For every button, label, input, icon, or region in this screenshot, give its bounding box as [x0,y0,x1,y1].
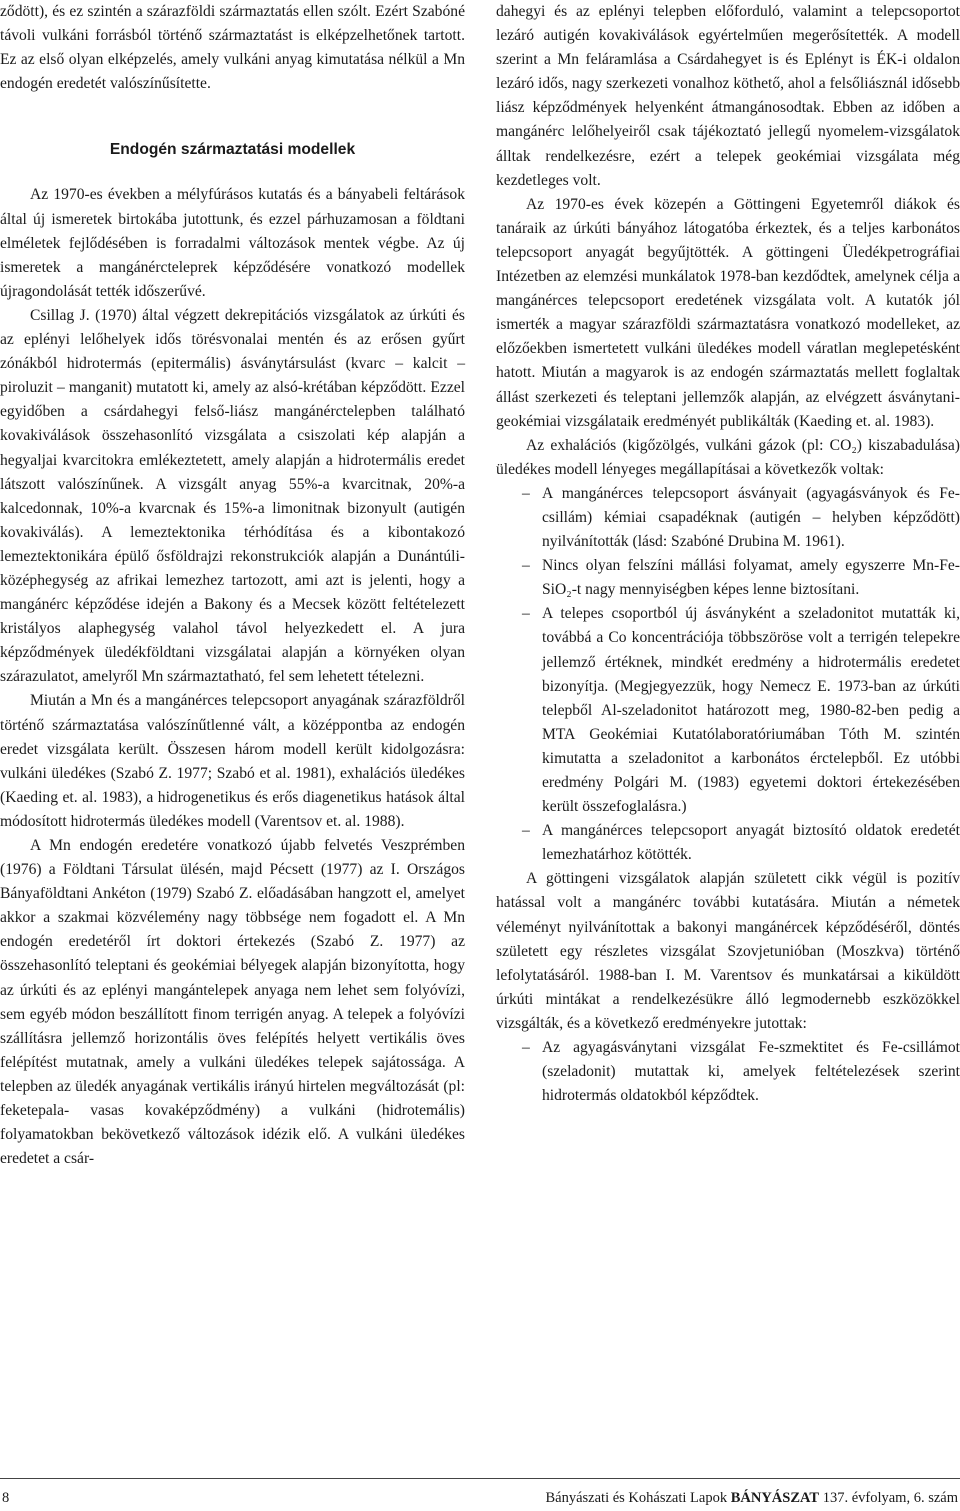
list-item-text: A telepes csoportból új ásványként a szeladonitot mutatták ki, továbbá a Co koncentrációja többszöröse volt a terrigén telepekre jellemző értéknek, mindkét eredmény a hidrotermális eredetet bizonyítja. (Megjegyezzük, hogy Nemecz E. 1973-ban az úrkúti telepből Al-szeladonitot határozott meg, 1980-82-ben pedig a MTA Geokémiai Kutatólaboratóriumában Tóth M. szintén kimutatta a szeladonitot a karbonátos érctelepből. Ez utóbbi eredmény Polgári M. (1983) egyetemi doktori értekezésében került összefoglalásra.) [542,605,960,816]
paragraph: A Mn endogén eredetére vonatkozó újabb felvetés Veszprémben (1976) a Földtani Társulat ülésén, majd Pécsett (1977) az I. Országos Bányaföldtani Ankéton (1979) Szabó Z. előadásában hangzott el, amelyet akkor a szakmai közvélemény nagy többsége nem fogadott el. A Mn endogén eredetéről írt doktori értekezés (Szabó Z. 1977) az összehasonlító teleptani és geokémiai bélyegek alapján bizonyította, hogy az úrkúti és az eplényi mangántelepek anyaga nem lehet sem folyóvízi, sem egyéb módon beszállított finom terrigén anyag. A telepek a folyóvízi szállításra jellemző horizontális öves felépítés helyett vertikális öves felépítést mutatnak, amely a vulkáni üledékes telepek sajátossága. A telepben az üledék anyagának vertikális irányú hirtelen megváltozását (pl: feketepala- vasas kovaképződmény) a vulkáni (hidrotemális) folyamatokban bekövetkező változások idézik elő. A vulkáni üledékes eredetet a csár- [0,837,465,1168]
journal-citation [545,1488,958,1508]
list-item [496,819,960,867]
list-item-text: Nincs olyan felszíni mállási folyamat, amely egyszerre Mn-Fe-SiO₂-t nagy mennyiségben képes lenne biztosítani. [542,557,960,599]
left-column [0,0,465,1171]
paragraph: Miután a Mn és a mangánérces telepcsoport anyagának szárazföldről történő származtatása valószínűtlenné vált, a középpontba az endogén eredet vizsgálata került. Összesen három modell került kidolgozásra: vulkáni üledékes (Szabó Z. 1977; Szabó et al. 1981), exhalációs üledékes (Kaeding et. al. 1983), a hidrogenetikus és erős diagenetikus hatások által módosított hidrotermás üledékes modell (Varentsov et. al. 1988). [0,692,465,830]
paragraph: Az 1970-es években a mélyfúrásos kutatás és a bányabeli feltárások által új ismeretek birtokába jutottunk, és ezzel párhuzamosan a földtani elméletek fejlődésében is forradalmi változások mentek végbe. Az új ismeretek a mangánércteleprek képződésére vonatkozó modellek újragondolását tették időszerűvé. [0,186,465,300]
dash-bullet: – [522,484,530,502]
list-item [496,554,960,602]
journal-name: Bányászati és Kohászati Lapok [545,1490,728,1506]
list-item-text: A mangánérces telepcsoport ásványait (agyagásványok és Fe-csillám) kémiai csapadéknak (autigén – helyben képződött) nyilvánították (lásd: Szabóné Drubina M. 1961). [542,484,960,551]
paragraph: ződött), és ez szintén a szárazföldi származtatás ellen szólt. Ezért Szabóné távoli vulkáni forrásból történő származtatást is elképzelhetőnek tartott. Ez az első olyan elképzelés, amely vulkáni anyag kimutatása nélkül a Mn endogén eredetét valószínűsítette. [0,3,465,93]
results-list [496,1036,960,1108]
paragraph: Az exhalációs (kigőzölgés, vulkáni gázok (pl: CO₂) kiszabadulása) üledékes modell lényeges megállapításai a következők voltak: [496,436,960,478]
list-item-text: A mangánérces telepcsoport anyagát biztosító oldatok eredetét lemezhatárhoz kötötték. [542,822,960,864]
findings-list [496,482,960,868]
journal-section: BÁNYÁSZAT [730,1490,820,1506]
paragraph: Csillag J. (1970) által végzett dekrepitációs vizsgálatok az úrkúti és az eplényi lelőhelyek idős törésvonalai mentén és az erősen gyűrt zónákból hidrotermás (epitermális) ásványtársulást (kvarc – kalcit – piroluzit – manganit) mutatott ki, amely az alsó-krétában képződött. Ezzel egyidőben a csárdahegyi felső-liász mangánérctelepben található kovakiválások összehasonlító vizsgálata a csiszolati kép alapján a hegyaljai kvarcitokra emlékeztetett, amely alapján a hidrotermális eredet látszott valószínűnek. A vizsgált anyag 55%-a kvarcitnak, 20%-a kalcedonnak, 10%-a kvarcnak és 15%-a limonitnak bizonyult (autigén kovakiválás). A lemeztektonika térhódítása és a kibontakozó lemeztektonikára épülő ősföldrajzi rekonstrukciók alapján a Dunántúli-középhegység az afrikai lemezhez tartozott, ami azt is jelenti, hogy a mangánérc képződése idején a Bakony és a Mecsek között feltételezett kristályos alaphegység valahol távol helyezkedett el. A jura képződmények üledékföldtani vizsgálatai alapján a környéken olyan szárazulatot, amelyről Mn származtatható, fel sem lehetett tételezni. [0,306,465,686]
paragraph: A göttingeni vizsgálatok alapján született cikk végül is pozitív hatással volt a mangánérc további kutatására. Miután a németek véleményt nyilvánítottak a bakonyi mangánércek képződéséről, döntés született egy részletes vizsgálat Szovjetunióban (Moszkva) történő lefolytatásáról. 1988-ban I. M. Varentsov és munkatársai a kiküldött úrkúti mintákat a rendelkezésükre álló legmodernebb eszközökkel vizsgálták, és a következő eredményekre jutottak: [496,870,960,1032]
page-footer [0,1488,960,1508]
right-column [496,0,960,1108]
list-item [496,1036,960,1108]
list-item-text: Az agyagásványtani vizsgálat Fe-szmektitet és Fe-csillámot (szeladonit) mutattak ki, amelyek feltételezések szerint hidrotermás oldatokból képződtek. [542,1039,960,1105]
journal-issue: 137. évfolyam, 6. szám [822,1490,958,1506]
page-number: 8 [2,1490,10,1506]
section-heading: Endogén származtatási modellek [109,141,356,159]
dash-bullet: – [522,822,530,840]
footer-divider [0,1478,960,1479]
list-item [496,602,960,819]
dash-bullet: – [522,557,530,575]
paragraph: Az 1970-es évek közepén a Göttingeni Egyetemről diákok és tanáraik az úrkúti bányához látogatóba érkeztek, és a teljes karbonátos telepcsoport anyagát begyűjtötték. A göttingeni Üledékpetrográfiai Intézetben az elemzési munkálatok 1978-ban kezdődtek, amelynek célja a mangánérces telepcsoport eredetének vizsgálata volt. A kutatók jól ismerték a magyar szárazföldi származtatásra vonatkozó modelleket, az előzőekben ismertetett vulkáni üledékes modell váratlan meglepetésként hatott. Miután a magyarok is az endogén származtatás mellett foglaltak állást szerkezeti és teleptani jellemzők alapján, az elvégzett ásványtani-geokémiai vizsgálataik eredményét publikálták (Kaeding et. al. 1983). [496,195,960,430]
dash-bullet: – [522,605,530,623]
dash-bullet: – [522,1039,530,1057]
paragraph: dahegyi és az eplényi telepben előforduló, valamint a telepcsoportot lezáró autigén kovakiválások egyértelműen megerősítették. A modell szerint a Mn feláramlása a Csárdahegyet is és Eplényt is ÉK-i oldalon lezáró idős, nagy szerkezeti vonalhoz köthető, ahol a felsőliásznál idősebb liász képződmények helyenként átmangánosodtak. Ebben az időben a mangánérc lelőhelyeiről csak tájékoztató jellegű nyomelem-vizsgálatok álltak rendelkezésre, ezért a telepek geokémiai vizsgálata még kezdetleges volt. [496,3,960,189]
list-item [496,482,960,554]
